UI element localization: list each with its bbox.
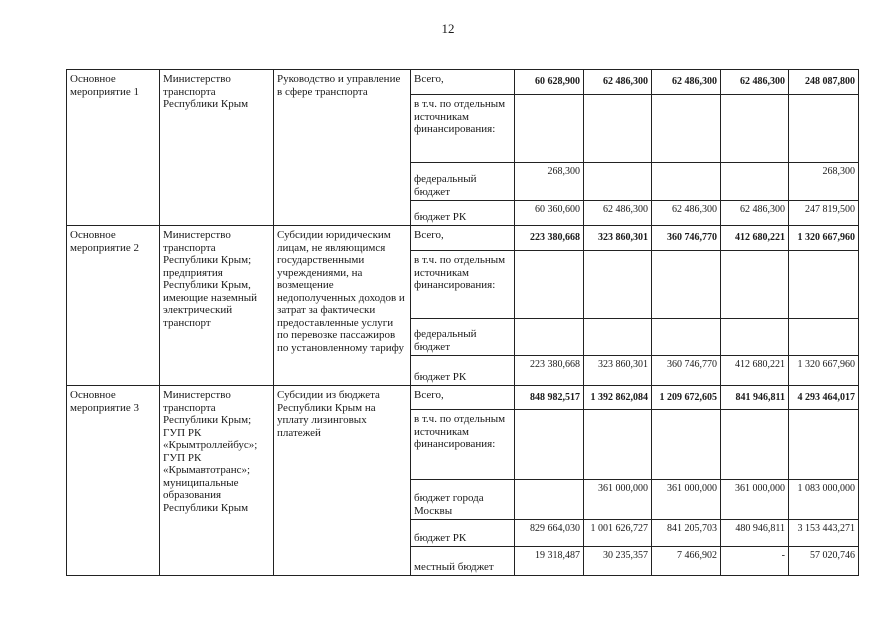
amount-cell bbox=[789, 410, 859, 480]
amount-cell bbox=[584, 95, 652, 163]
funding-source-cell: Всего, bbox=[411, 386, 515, 410]
funding-source-cell: местный бюджет bbox=[411, 547, 515, 576]
amount-cell: 323 860,301 bbox=[584, 356, 652, 386]
measure-cell: Основное мероприятие 2 bbox=[67, 226, 160, 386]
funding-source-cell: бюджет РК bbox=[411, 201, 515, 226]
amount-cell: 60 360,600 bbox=[515, 201, 584, 226]
funding-source-cell: бюджет города Москвы bbox=[411, 480, 515, 520]
amount-cell: 829 664,030 bbox=[515, 520, 584, 547]
page-number: 12 bbox=[441, 21, 455, 36]
amount-cell bbox=[515, 319, 584, 356]
funding-source-cell: бюджет РК bbox=[411, 520, 515, 547]
amount-cell: 62 486,300 bbox=[584, 201, 652, 226]
amount-cell: 62 486,300 bbox=[652, 201, 721, 226]
executor-cell: Министерство транспорта Республики Крым; ГУП РК «Крымтроллейбус»; ГУП РК «Крымавтотранс»; муниципальные образования Республики Крым bbox=[160, 386, 274, 576]
amount-cell bbox=[652, 319, 721, 356]
funding-source-cell: Всего, bbox=[411, 70, 515, 95]
amount-cell: 480 946,811 bbox=[721, 520, 789, 547]
amount-cell bbox=[584, 251, 652, 319]
amount-cell bbox=[515, 410, 584, 480]
description-cell: Субсидии юридическим лицам, не являющимся государственными учреждениями, на возмещение недополученных доходов и затрат за фактически предоставленные услуги по перевозке пассажиров по установленному тарифу bbox=[274, 226, 411, 386]
funding-source-cell: бюджет РК bbox=[411, 356, 515, 386]
table-row bbox=[67, 70, 859, 95]
amount-cell bbox=[721, 95, 789, 163]
amount-cell: 60 628,900 bbox=[515, 70, 584, 95]
executor-cell: Министерство транспорта Республики Крым bbox=[160, 70, 274, 226]
amount-cell: 360 746,770 bbox=[652, 226, 721, 251]
measure-cell: Основное мероприятие 3 bbox=[67, 386, 160, 576]
amount-cell: 412 680,221 bbox=[721, 226, 789, 251]
amount-cell bbox=[652, 251, 721, 319]
amount-cell: - bbox=[721, 547, 789, 576]
amount-cell: 62 486,300 bbox=[721, 201, 789, 226]
budget-table bbox=[66, 69, 859, 576]
amount-cell: 7 466,902 bbox=[652, 547, 721, 576]
amount-cell bbox=[721, 163, 789, 201]
amount-cell: 1 320 667,960 bbox=[789, 226, 859, 251]
amount-cell: 248 087,800 bbox=[789, 70, 859, 95]
amount-cell: 848 982,517 bbox=[515, 386, 584, 410]
amount-cell bbox=[789, 251, 859, 319]
amount-cell: 247 819,500 bbox=[789, 201, 859, 226]
amount-cell: 1 001 626,727 bbox=[584, 520, 652, 547]
amount-cell bbox=[515, 95, 584, 163]
amount-cell bbox=[584, 410, 652, 480]
amount-cell bbox=[652, 95, 721, 163]
amount-cell bbox=[789, 319, 859, 356]
amount-cell: 1 320 667,960 bbox=[789, 356, 859, 386]
amount-cell: 361 000,000 bbox=[652, 480, 721, 520]
amount-cell: 841 946,811 bbox=[721, 386, 789, 410]
funding-source-cell: Всего, bbox=[411, 226, 515, 251]
funding-source-cell: федеральный бюджет bbox=[411, 319, 515, 356]
amount-cell bbox=[652, 410, 721, 480]
table-row bbox=[67, 386, 859, 410]
description-cell: Руководство и управление в сфере транспорта bbox=[274, 70, 411, 226]
amount-cell: 841 205,703 bbox=[652, 520, 721, 547]
amount-cell: 323 860,301 bbox=[584, 226, 652, 251]
amount-cell: 19 318,487 bbox=[515, 547, 584, 576]
table-row bbox=[67, 226, 859, 251]
amount-cell: 223 380,668 bbox=[515, 226, 584, 251]
amount-cell bbox=[584, 163, 652, 201]
amount-cell: 361 000,000 bbox=[584, 480, 652, 520]
description-cell: Субсидии из бюджета Республики Крым на уплату лизинговых платежей bbox=[274, 386, 411, 576]
amount-cell: 412 680,221 bbox=[721, 356, 789, 386]
amount-cell: 1 083 000,000 bbox=[789, 480, 859, 520]
amount-cell: 62 486,300 bbox=[721, 70, 789, 95]
amount-cell bbox=[721, 319, 789, 356]
funding-source-cell: в т.ч. по отдельным источникам финансирования: bbox=[411, 410, 515, 480]
amount-cell bbox=[652, 163, 721, 201]
amount-cell: 4 293 464,017 bbox=[789, 386, 859, 410]
amount-cell: 30 235,357 bbox=[584, 547, 652, 576]
funding-source-cell: в т.ч. по отдельным источникам финансирования: bbox=[411, 251, 515, 319]
amount-cell: 1 392 862,084 bbox=[584, 386, 652, 410]
amount-cell: 223 380,668 bbox=[515, 356, 584, 386]
amount-cell bbox=[721, 251, 789, 319]
amount-cell: 360 746,770 bbox=[652, 356, 721, 386]
amount-cell: 361 000,000 bbox=[721, 480, 789, 520]
amount-cell: 62 486,300 bbox=[584, 70, 652, 95]
amount-cell: 3 153 443,271 bbox=[789, 520, 859, 547]
funding-source-cell: федеральный бюджет bbox=[411, 163, 515, 201]
amount-cell bbox=[789, 95, 859, 163]
amount-cell: 268,300 bbox=[789, 163, 859, 201]
measure-cell: Основное мероприятие 1 bbox=[67, 70, 160, 226]
amount-cell bbox=[584, 319, 652, 356]
funding-source-cell: в т.ч. по отдельным источникам финансирования: bbox=[411, 95, 515, 163]
amount-cell: 1 209 672,605 bbox=[652, 386, 721, 410]
amount-cell bbox=[515, 251, 584, 319]
amount-cell: 62 486,300 bbox=[652, 70, 721, 95]
amount-cell bbox=[721, 410, 789, 480]
amount-cell: 57 020,746 bbox=[789, 547, 859, 576]
amount-cell: 268,300 bbox=[515, 163, 584, 201]
executor-cell: Министерство транспорта Республики Крым; предприятия Республики Крым, имеющие наземный электрический транспорт bbox=[160, 226, 274, 386]
amount-cell bbox=[515, 480, 584, 520]
